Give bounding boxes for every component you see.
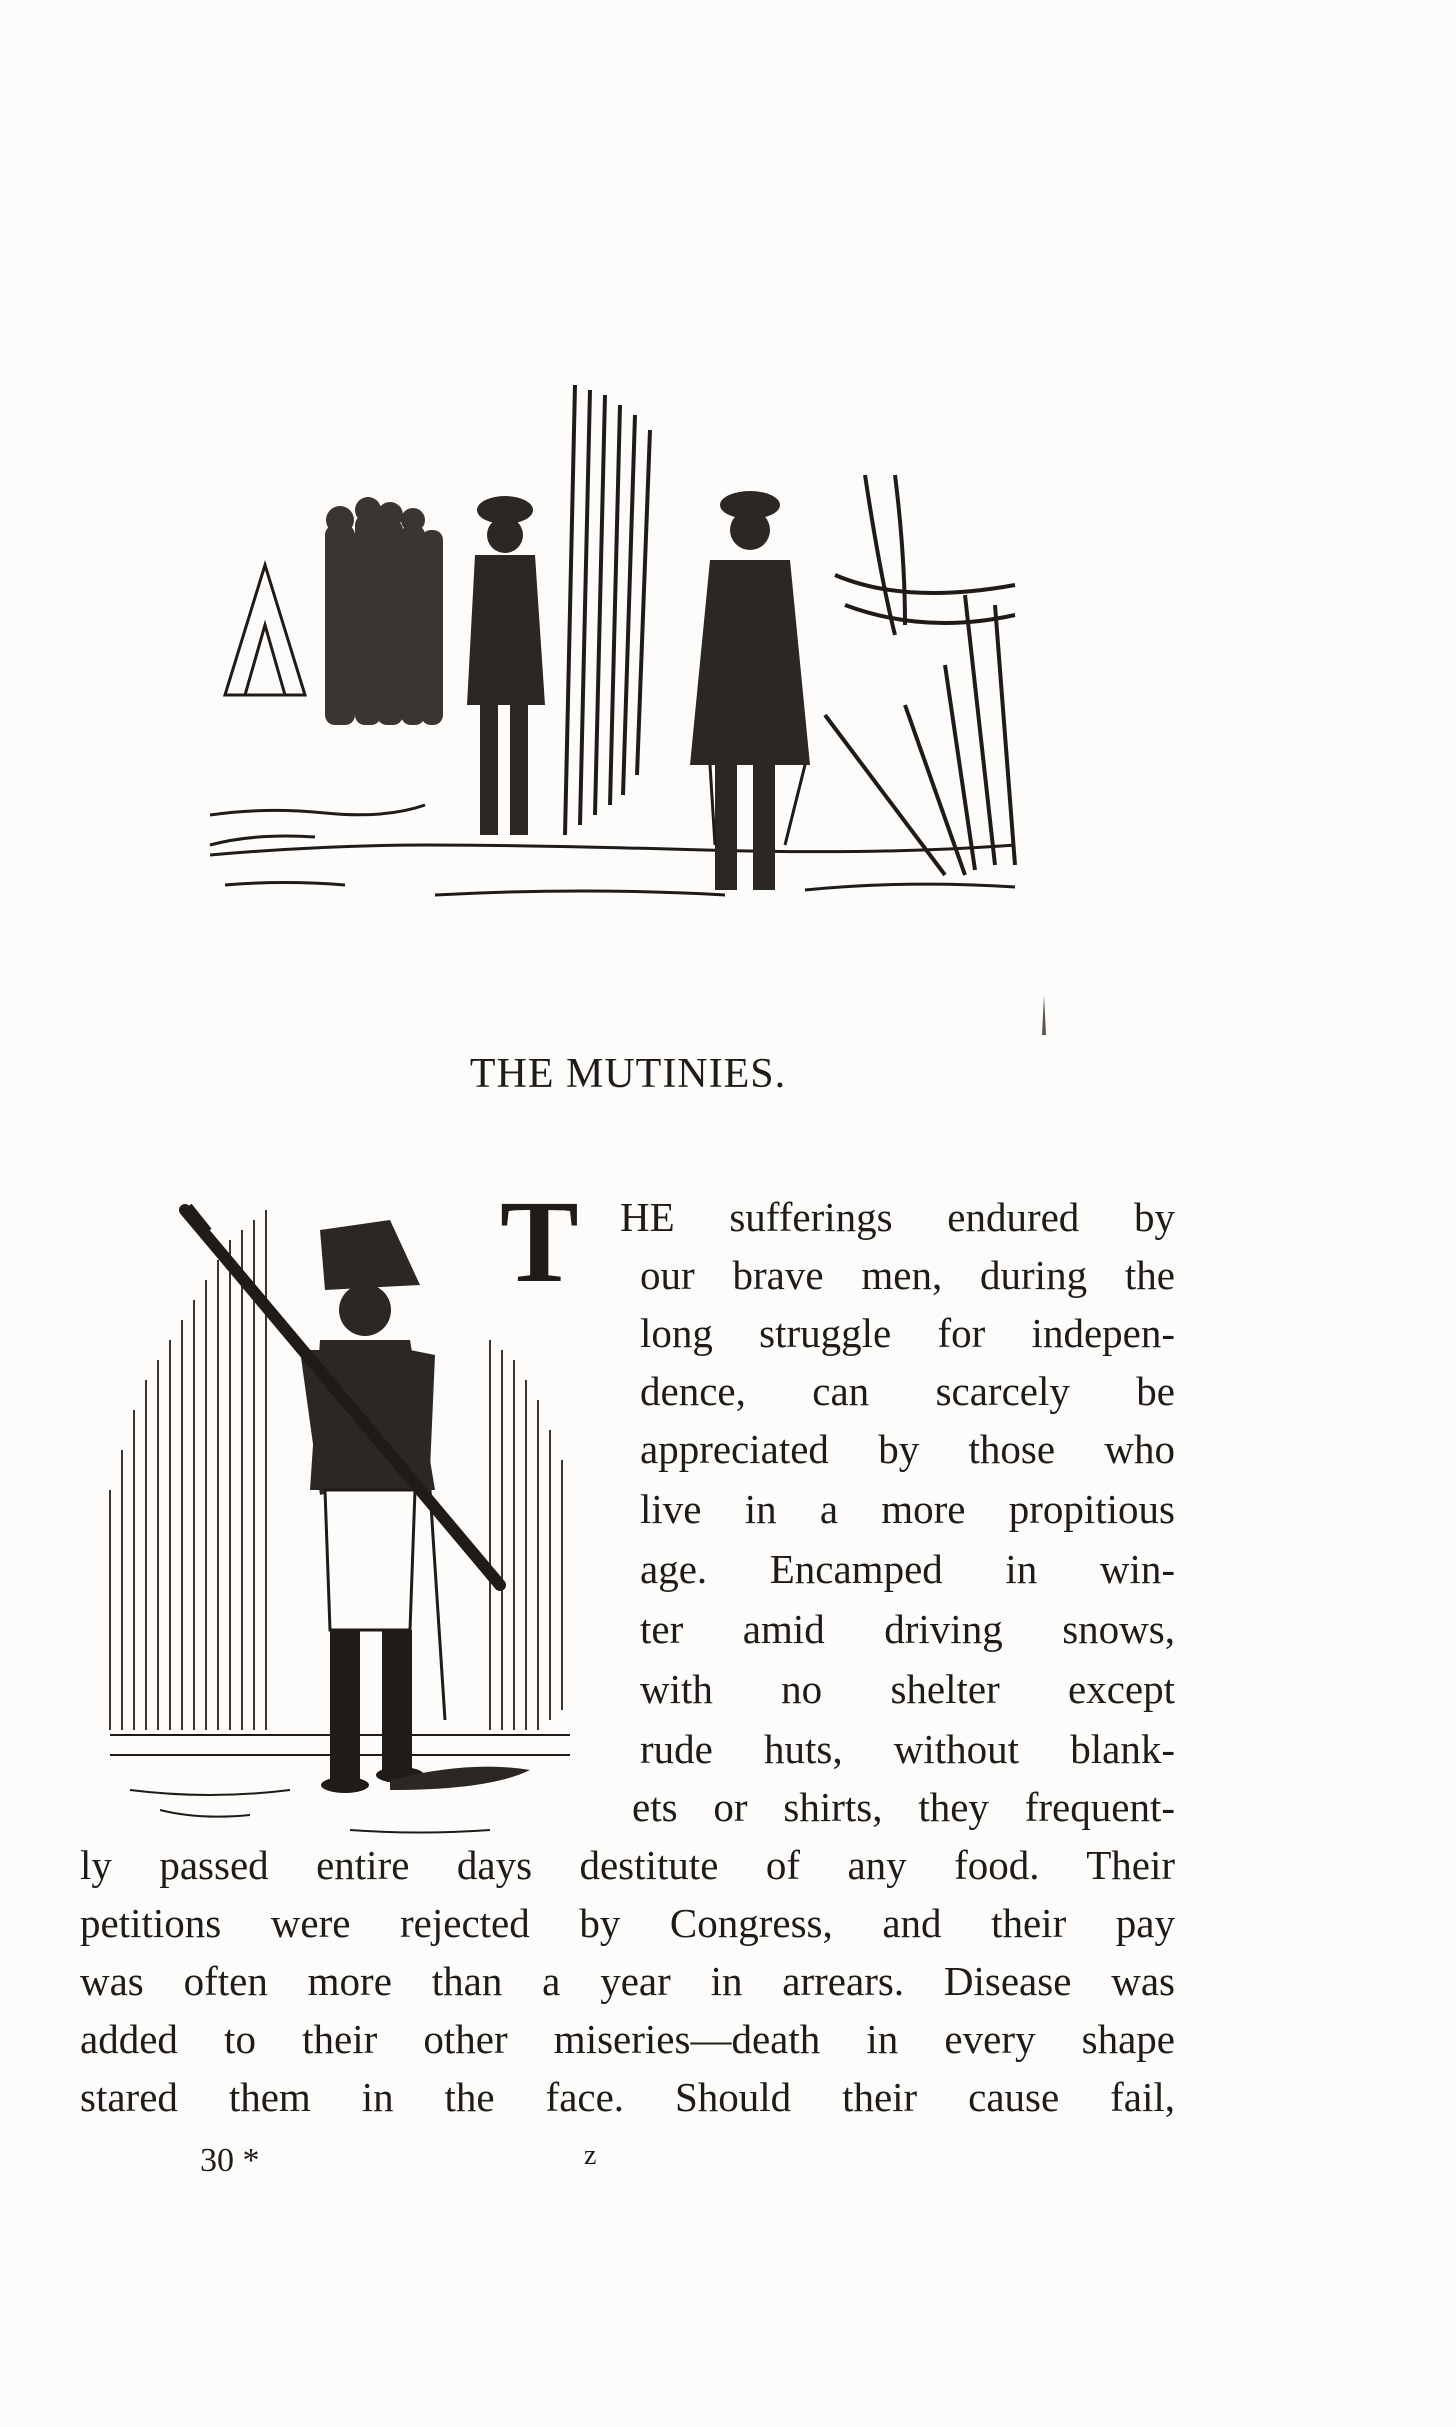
chapter-title: THE MUTINIES. bbox=[469, 1051, 787, 1097]
ink-mark bbox=[1040, 995, 1048, 1035]
body-line-10: rude huts, without blank- bbox=[640, 1726, 1175, 1772]
body-line-9: with no shelter except bbox=[640, 1666, 1175, 1712]
body-line-16: stared them in the face. Should their cause fail, bbox=[80, 2074, 1175, 2120]
drop-cap: T bbox=[500, 1176, 579, 1307]
gathering-mark: z bbox=[584, 2140, 597, 2171]
body-line-1: HE sufferings endured by bbox=[620, 1194, 1175, 1240]
body-line-5: appreciated by those who bbox=[640, 1426, 1175, 1472]
body-line-3: long struggle for indepen- bbox=[640, 1310, 1175, 1356]
body-line-4: dence, can scarcely be bbox=[640, 1368, 1175, 1414]
body-line-15: added to their other miseries—death in every shape bbox=[80, 2016, 1175, 2062]
signature-mark: 30 * bbox=[200, 2142, 260, 2179]
body-line-7: age. Encamped in win- bbox=[640, 1546, 1175, 1592]
body-line-11: ets or shirts, they frequent- bbox=[632, 1784, 1175, 1830]
body-line-14: was often more than a year in arrears. Disease was bbox=[80, 1958, 1175, 2004]
camp-review-illustration bbox=[205, 375, 1025, 905]
body-line-12: ly passed entire days destitute of any food. Their bbox=[80, 1842, 1175, 1888]
body-line-13: petitions were rejected by Congress, and their pay bbox=[80, 1900, 1175, 1946]
body-line-2: our brave men, during the bbox=[640, 1252, 1175, 1298]
body-line-8: ter amid driving snows, bbox=[640, 1606, 1175, 1652]
body-line-6: live in a more propitious bbox=[640, 1486, 1175, 1532]
